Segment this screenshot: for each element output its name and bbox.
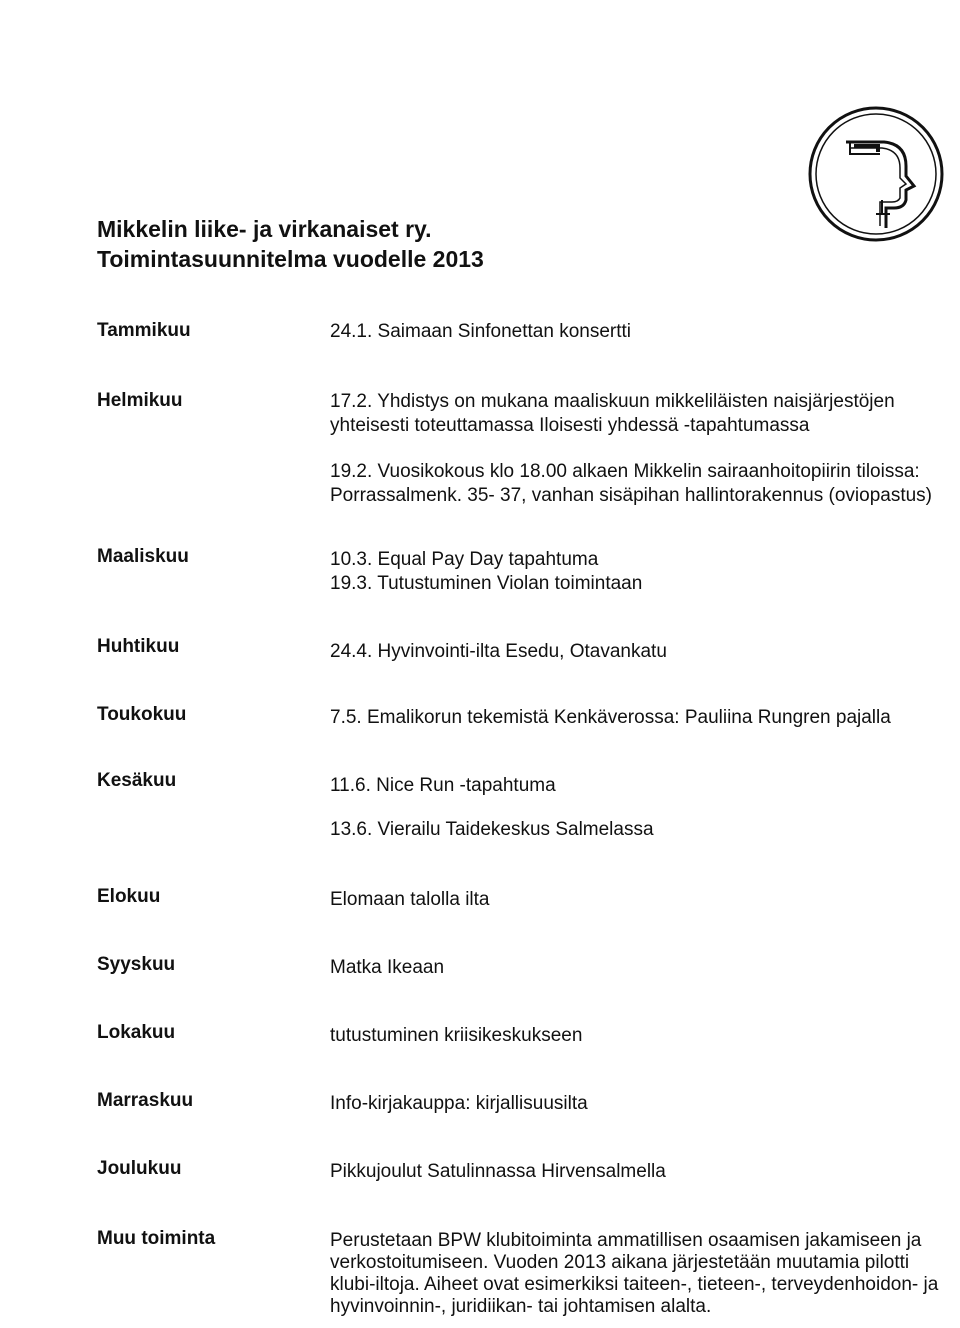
month-label: Toukokuu bbox=[97, 704, 187, 725]
event-item: Pikkujoulut Satulinnassa Hirvensalmella bbox=[330, 1161, 666, 1182]
event-item: 17.2. Yhdistys on mukana maaliskuun mikkeliläisten naisjärjestöjen yhteisesti toteuttamassa Iloisesti yhdessä -tapahtumassa bbox=[330, 391, 895, 436]
event-item: 13.6. Vierailu Taidekeskus Salmelassa bbox=[330, 819, 654, 840]
month-label: Maaliskuu bbox=[97, 546, 189, 567]
event-item: 24.1. Saimaan Sinfonettan konsertti bbox=[330, 321, 632, 342]
month-label: Huhtikuu bbox=[97, 636, 180, 657]
month-label: Helmikuu bbox=[97, 390, 183, 411]
event-item: 11.6. Nice Run -tapahtuma bbox=[330, 775, 556, 796]
event-item: 19.3. Tutustuminen Violan toimintaan bbox=[330, 573, 643, 594]
event-item: Info-kirjakauppa: kirjallisuusilta bbox=[330, 1093, 588, 1114]
document-header bbox=[97, 214, 484, 274]
event-item: tutustuminen kriisikeskukseen bbox=[330, 1025, 583, 1046]
event-item: 10.3. Equal Pay Day tapahtuma bbox=[330, 549, 599, 570]
month-label: Elokuu bbox=[97, 886, 161, 907]
event-item: 7.5. Emalikorun tekemistä Kenkäverossa: Pauliina Rungren pajalla bbox=[330, 707, 891, 728]
month-label: Muu toiminta bbox=[97, 1228, 216, 1249]
month-label: Syyskuu bbox=[97, 954, 176, 975]
month-label: Tammikuu bbox=[97, 320, 191, 341]
event-item: Elomaan talolla ilta bbox=[330, 889, 490, 910]
organization-name: Mikkelin liike- ja virkanaiset ry. bbox=[97, 216, 432, 242]
event-item: 24.4. Hyvinvointi-ilta Esedu, Otavankatu bbox=[330, 641, 667, 662]
month-label: Joulukuu bbox=[97, 1158, 182, 1179]
month-label: Kesäkuu bbox=[97, 770, 177, 791]
event-item: Matka Ikeaan bbox=[330, 957, 445, 978]
month-label: Marraskuu bbox=[97, 1090, 194, 1111]
month-label: Lokakuu bbox=[97, 1022, 176, 1043]
event-item: Perustetaan BPW klubitoiminta ammatillisen osaamisen jakamiseen ja verkostoitumiseen. Vuoden 2013 aikana järjestetään muutamia pilotti klubi-iltoja. Aiheet ovat esimerkiksi taiteen-, tieteen-, terveydenhoidon- ja hyvinvoinnin-, juridiikan- tai johtamisen alalta. bbox=[330, 1230, 939, 1317]
document-title: Toimintasuunnitelma vuodelle 2013 bbox=[97, 246, 484, 272]
bpw-logo-icon bbox=[806, 104, 946, 244]
event-item: 19.2. Vuosikokous klo 18.00 alkaen Mikkelin sairaanhoitopiirin tiloissa: Porrassalmenk. 35- 37, vanhan sisäpihan hallintorakennus (oviopastus) bbox=[330, 461, 933, 506]
